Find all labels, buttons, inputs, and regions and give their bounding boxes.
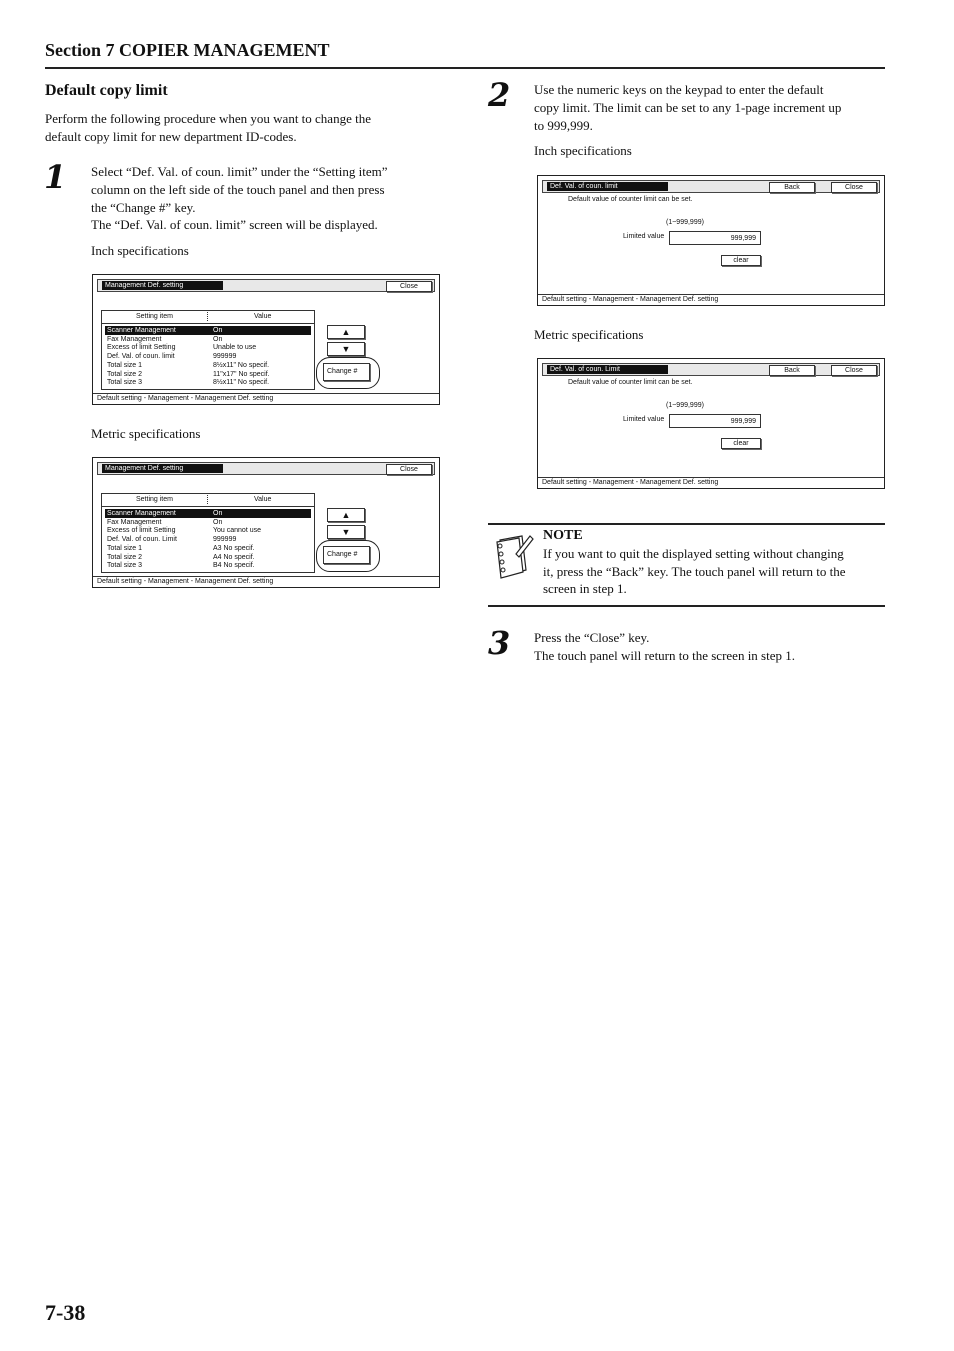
note-bottom-rule — [488, 605, 885, 607]
col-setting-item: Setting item — [136, 313, 173, 320]
note-line-1: If you want to quit the displayed setting without changing — [543, 546, 844, 561]
table-row[interactable]: Total size 2 A4 No specif. — [107, 554, 255, 561]
panel-titlebar — [542, 363, 880, 376]
section-title: Section 7 COPIER MANAGEMENT — [45, 40, 330, 60]
table-row[interactable]: Scanner Management On — [105, 326, 311, 335]
range-label: (1~999,999) — [666, 402, 704, 409]
col-divider — [207, 312, 208, 321]
panel-title: Def. Val. of coun. limit — [547, 182, 668, 191]
change-number-button[interactable]: Change # — [323, 546, 370, 564]
table-row[interactable]: Scanner Management On — [105, 509, 311, 518]
clear-button[interactable]: clear — [721, 438, 761, 449]
table-row[interactable]: Fax Management On — [107, 519, 223, 526]
change-number-button[interactable]: Change # — [323, 363, 370, 381]
col-value: Value — [254, 496, 272, 503]
caption-inch-step1: Inch specifications — [91, 243, 189, 258]
step-1-line-3: the “Change #” key. — [91, 200, 196, 215]
note-title: NOTE — [543, 528, 583, 543]
limited-value-label: Limited value — [623, 416, 665, 423]
note-line-2: it, press the “Back” key. The touch panel will return to the — [543, 564, 846, 579]
panel-footer: Default setting - Management - Management Def. setting — [93, 393, 439, 404]
table-row[interactable]: Total size 3 B4 No specif. — [107, 562, 255, 569]
note-top-rule — [488, 523, 885, 525]
section-heading: Default copy limit — [45, 82, 168, 99]
limited-value-field[interactable]: 999,999 — [669, 231, 761, 245]
table-row[interactable]: Def. Val. of coun. Limit 999999 — [107, 536, 237, 543]
scroll-up-button[interactable]: ▲ — [327, 508, 365, 522]
scroll-up-button[interactable]: ▲ — [327, 325, 365, 339]
panel-titlebar — [97, 279, 435, 292]
range-label: (1~999,999) — [666, 219, 704, 226]
step-3-line-2: The touch panel will return to the screen in step 1. — [534, 648, 796, 663]
back-button[interactable]: Back — [769, 182, 815, 193]
step-3-number: 3 — [488, 624, 511, 662]
intro-line-2: default copy limit for new department ID-codes. — [45, 129, 297, 144]
note-line-3: screen in step 1. — [543, 581, 627, 596]
panel-titlebar — [542, 180, 880, 193]
table-row[interactable]: Total size 1 A3 No specif. — [107, 545, 255, 552]
table-row[interactable]: Fax Management On — [107, 336, 223, 343]
table-row[interactable]: Total size 1 8½x11" No specif. — [107, 362, 270, 369]
panel-title: Def. Val. of coun. Limit — [547, 365, 668, 374]
limited-value-label: Limited value — [623, 233, 665, 240]
counter-limit-panel-metric — [537, 358, 885, 489]
caption-inch-step2: Inch specifications — [534, 143, 632, 158]
close-button[interactable]: Close — [831, 365, 877, 376]
page-number: 7-38 — [45, 1300, 86, 1325]
caption-metric-step1: Metric specifications — [91, 426, 201, 441]
close-button[interactable]: Close — [831, 182, 877, 193]
scroll-down-button[interactable]: ▼ — [327, 525, 365, 539]
step-2-line-2: copy limit. The limit can be set to any 1-page increment up — [534, 100, 842, 115]
table-row[interactable]: Excess of limit Setting Unable to use — [107, 344, 257, 351]
step-2-number: 2 — [488, 76, 511, 114]
intro-line-1: Perform the following procedure when you want to change the — [45, 111, 371, 126]
note-pad-icon — [492, 532, 534, 580]
panel-footer: Default setting - Management - Management Def. setting — [538, 477, 884, 488]
panel-titlebar — [97, 462, 435, 475]
step-1-line-1: Select “Def. Val. of coun. limit” under the “Setting item” — [91, 164, 388, 179]
step-3-line-1: Press the “Close” key. — [534, 630, 650, 645]
scroll-down-button[interactable]: ▼ — [327, 342, 365, 356]
management-panel-inch — [92, 274, 440, 405]
table-header — [102, 494, 314, 507]
table-row[interactable]: Total size 2 11"x17" No specif. — [107, 371, 270, 378]
panel-title: Management Def. setting — [102, 464, 223, 473]
col-value: Value — [254, 313, 272, 320]
clear-button[interactable]: clear — [721, 255, 761, 266]
step-2-line-1: Use the numeric keys on the keypad to enter the default — [534, 82, 824, 97]
limited-value-field[interactable]: 999,999 — [669, 414, 761, 428]
settings-table — [101, 310, 315, 390]
settings-table — [101, 493, 315, 573]
step-1-line-2: column on the left side of the touch panel and then press — [91, 182, 385, 197]
table-row[interactable]: Total size 3 8½x11" No specif. — [107, 379, 270, 386]
close-button[interactable]: Close — [386, 464, 432, 475]
close-button[interactable]: Close — [386, 281, 432, 292]
table-header — [102, 311, 314, 324]
panel-description: Default value of counter limit can be set. — [568, 196, 693, 203]
back-button[interactable]: Back — [769, 365, 815, 376]
panel-footer: Default setting - Management - Management Def. setting — [538, 294, 884, 305]
panel-title: Management Def. setting — [102, 281, 223, 290]
table-row[interactable]: Def. Val. of coun. limit 999999 — [107, 353, 237, 360]
panel-description: Default value of counter limit can be set. — [568, 379, 693, 386]
col-setting-item: Setting item — [136, 496, 173, 503]
panel-footer: Default setting - Management - Management Def. setting — [93, 576, 439, 587]
counter-limit-panel-inch — [537, 175, 885, 306]
step-1-line-4: The “Def. Val. of coun. limit” screen will be displayed. — [91, 217, 378, 232]
caption-metric-step2: Metric specifications — [534, 327, 644, 342]
col-divider — [207, 495, 208, 504]
table-row[interactable]: Excess of limit Setting You cannot use — [107, 527, 262, 534]
header-rule — [45, 67, 885, 69]
step-2-line-3: to 999,999. — [534, 118, 593, 133]
step-1-number: 1 — [44, 158, 67, 196]
management-panel-metric — [92, 457, 440, 588]
